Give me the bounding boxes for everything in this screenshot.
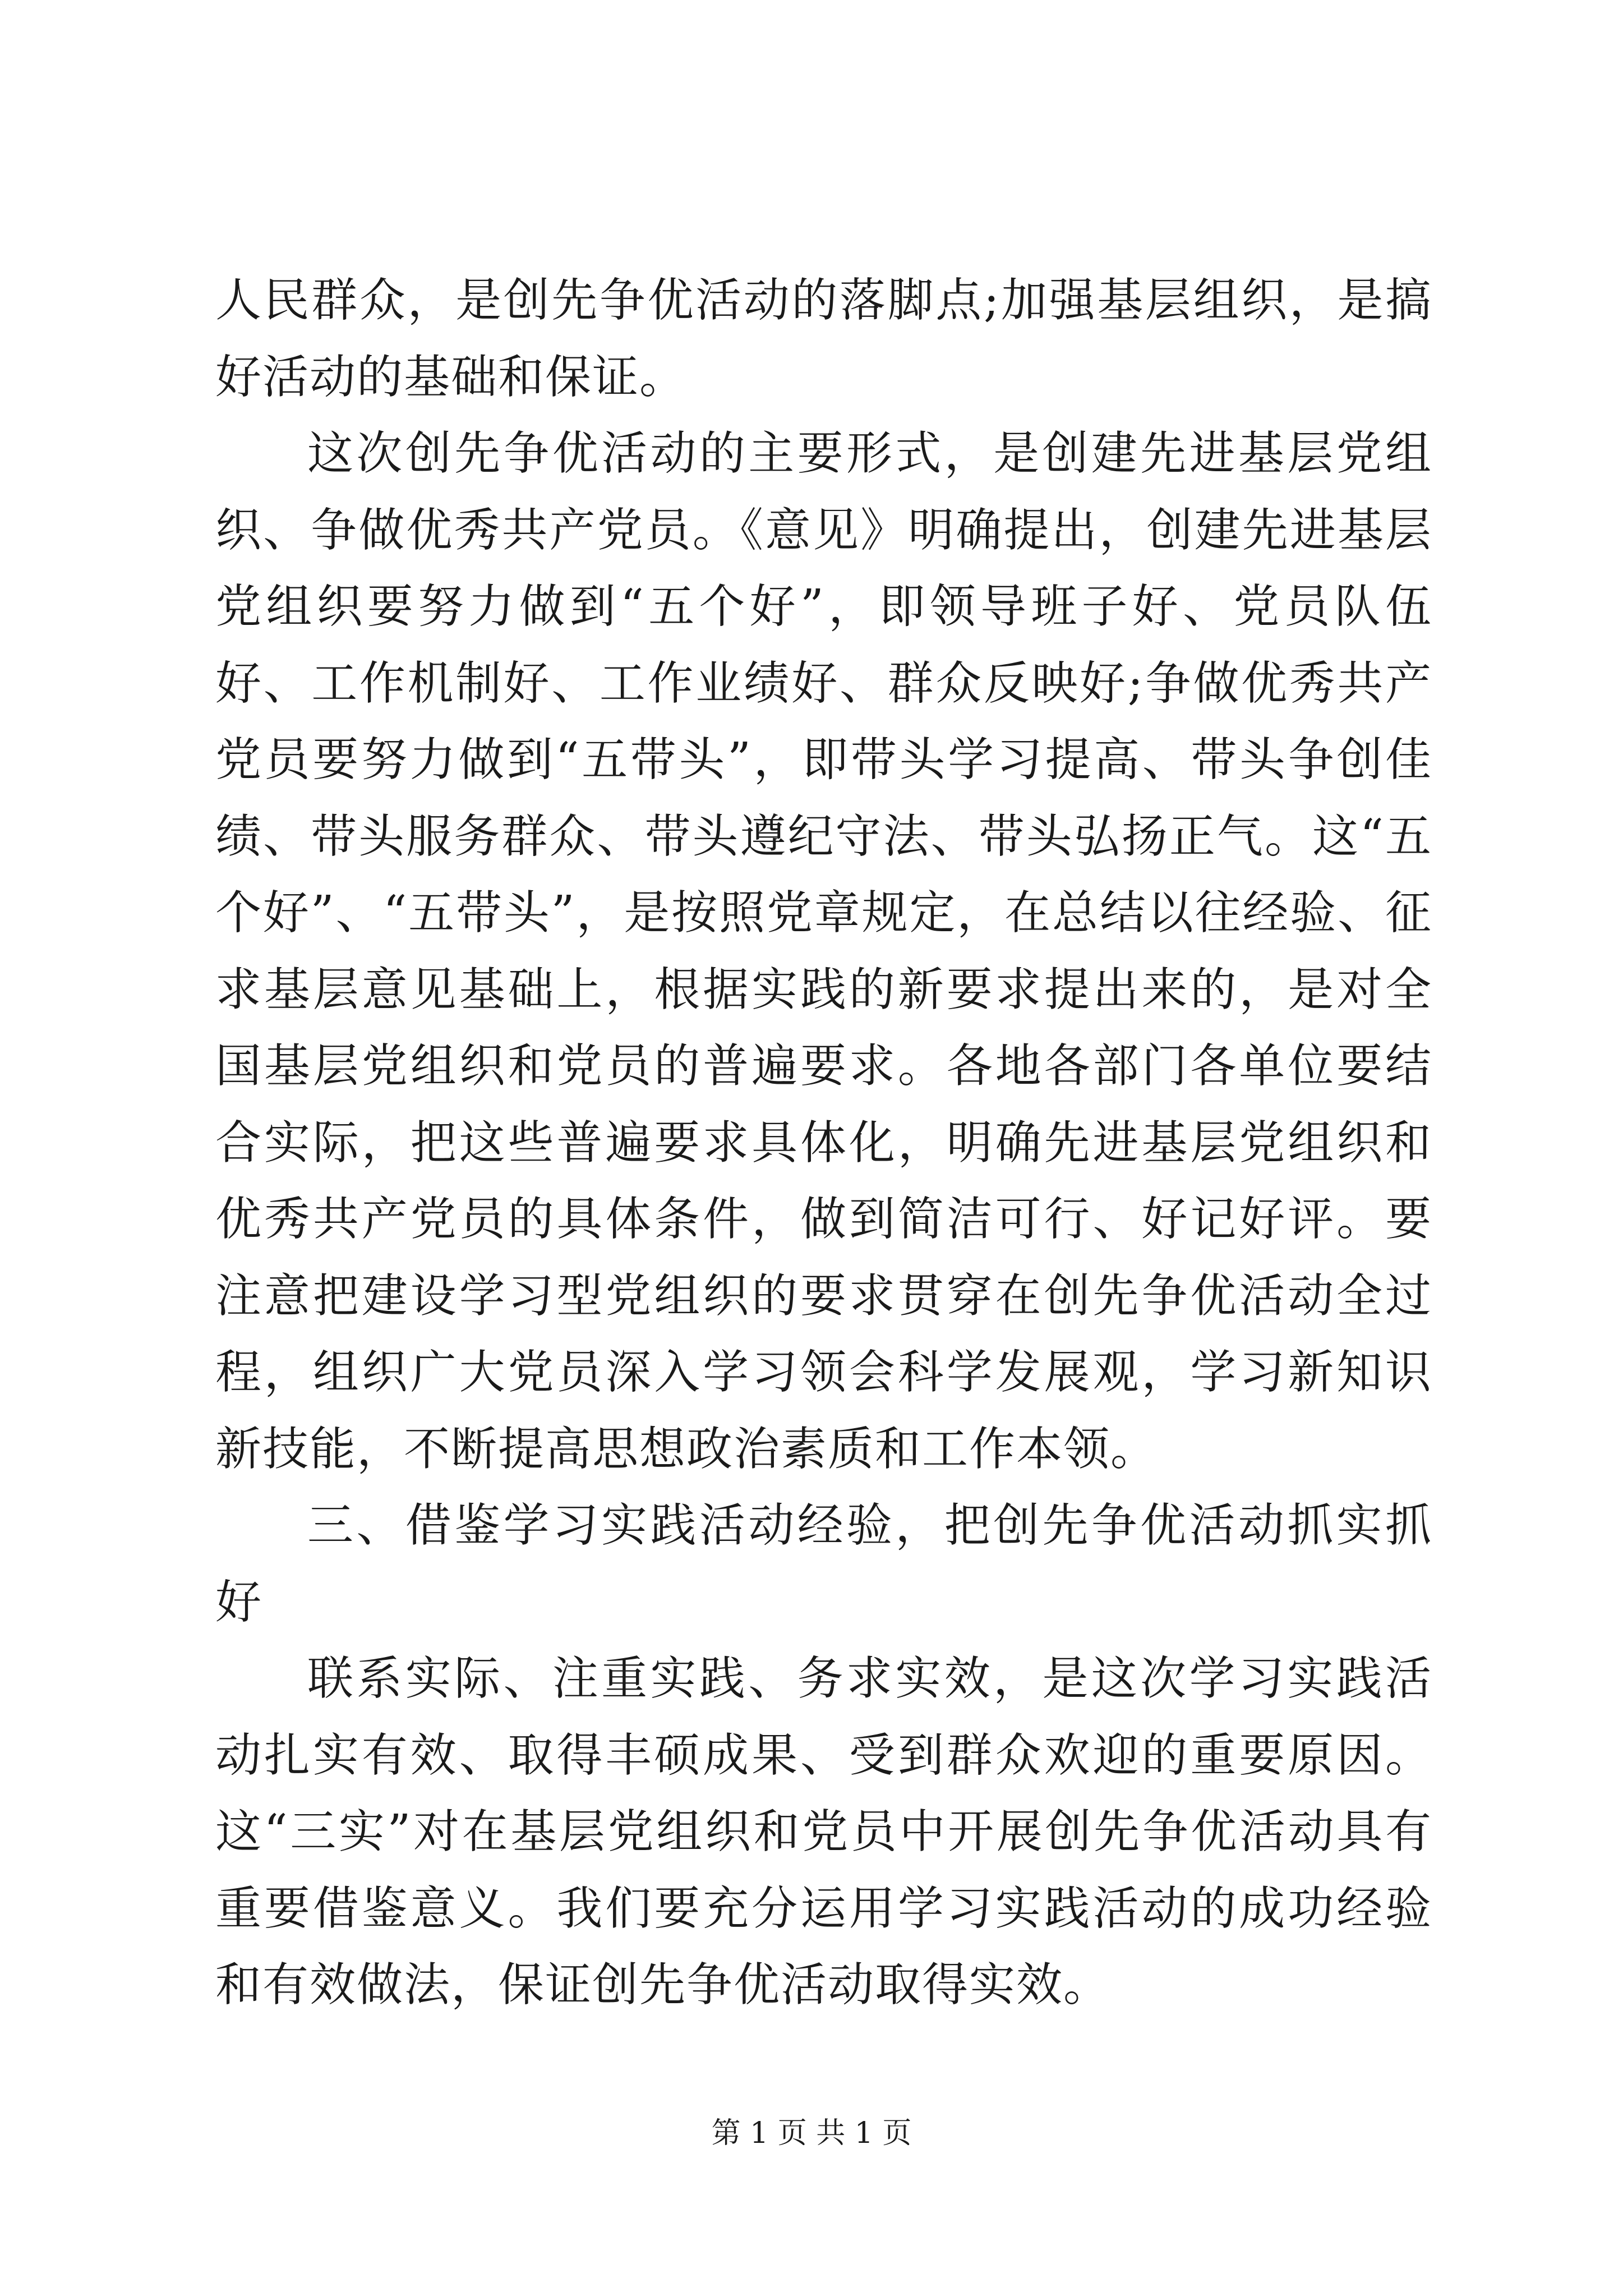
paragraph-1: 人民群众，是创先争优活动的落脚点;加强基层组织，是搞好活动的基础和保证。 xyxy=(215,274,1432,404)
document-body xyxy=(215,263,1432,2024)
paragraph-2: 这次创先争优活动的主要形式，是创建先进基层党组织、争做优秀共产党员。《意见》明确提出，创建先进基层党组织要努力做到“五个好”，即领导班子好、党员队伍好、工作机制好、工作业绩好、群众反映好;争做优秀共产党员要努力做到“五带头”，即带头学习提高、带头争创佳绩、带头服务群众、带头遵纪守法、带头弘扬正气。这“五个好”、“五带头”，是按照党章规定，在总结以往经验、征求基层意见基础上，根据实践的新要求提出来的，是对全国基层党组织和党员的普遍要求。各地各部门各单位要结合实际，把这些普遍要求具体化，明确先进基层党组织和优秀共产党员的具体条件，做到简洁可行、好记好评。要注意把建设学习型党组织的要求贯穿在创先争优活动全过程，组织广大党员深入学习领会科学发展观，学习新知识新技能，不断提高思想政治素质和工作本领。 xyxy=(215,427,1432,1476)
page-footer: 第 1 页 共 1 页 xyxy=(711,2116,912,2150)
section-heading: 三、借鉴学习实践活动经验，把创先争优活动抓实抓好 xyxy=(215,1499,1432,1629)
paragraph-3: 联系实际、注重实践、务求实效，是这次学习实践活动扎实有效、取得丰硕成果、受到群众欢迎的重要原因。这“三实”对在基层党组织和党员中开展创先争优活动具有重要借鉴意义。我们要充分运用学习实践活动的成功经验和有效做法，保证创先争优活动取得实效。 xyxy=(215,1652,1432,2012)
